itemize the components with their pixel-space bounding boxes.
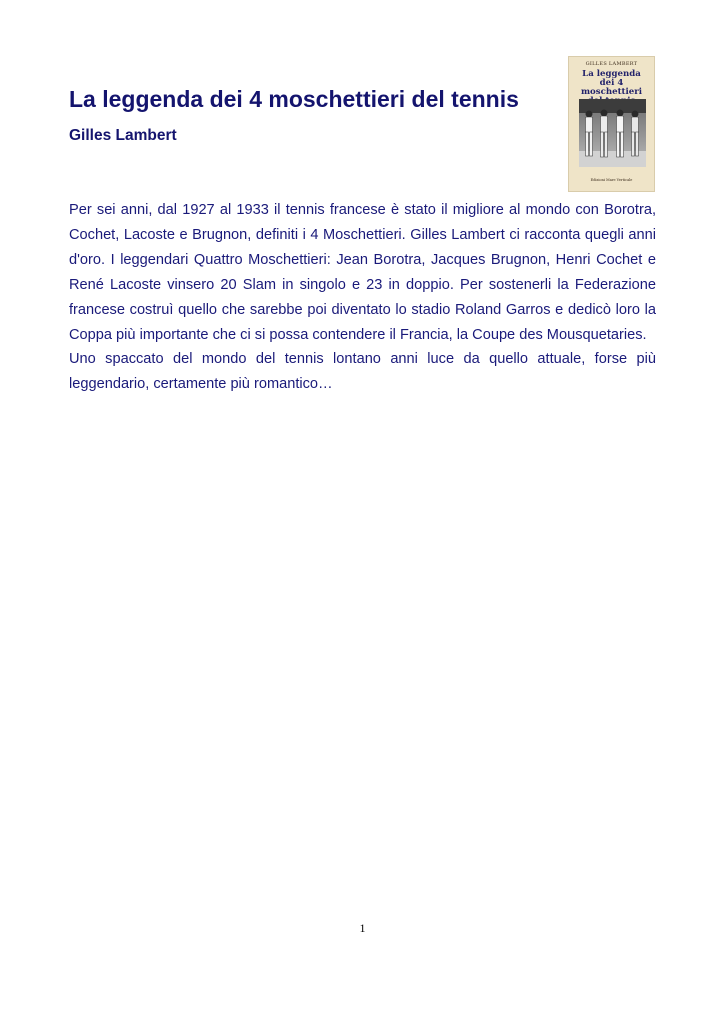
cover-title-line: dei 4 moschettieri [580,78,643,97]
page-number: 1 [359,921,366,935]
document-title: La leggenda dei 4 moschettieri del tennis [69,86,519,112]
book-cover-image [568,56,655,192]
body-paragraph: Uno spaccato del mondo del tennis lontano anni luce da quello attuale, forse più leggendario, certamente più romantico… [69,351,656,393]
cover-author: GILLES LAMBERT [585,61,638,67]
cover-title-line: La leggenda [582,69,641,79]
cover-photo [579,99,646,167]
document-body [69,198,656,397]
document-author: Gilles Lambert [69,127,177,144]
cover-publisher: Edizioni Mare Verticale [590,178,633,182]
body-paragraph: Per sei anni, dal 1927 al 1933 il tennis francese è stato il migliore al mondo con Borotra, Cochet, Lacoste e Brugnon, definiti i 4 Moschettieri. Gilles Lambert ci racconta quegli anni d'oro. I leggendari Quattro Moschettieri: Jean Borotra, Jacques Brugnon, Henri Cochet e René Lacoste vinsero 20 Slam in singolo e 23 in doppio. Per sostenerli la Federazione francese costruì quello che sarebbe poi diventato lo stadio Roland Garros e dedicò loro la Coppa più importante che ci si possa contendere il Francia, la Coupe des Mousquetaries. [69,202,656,343]
